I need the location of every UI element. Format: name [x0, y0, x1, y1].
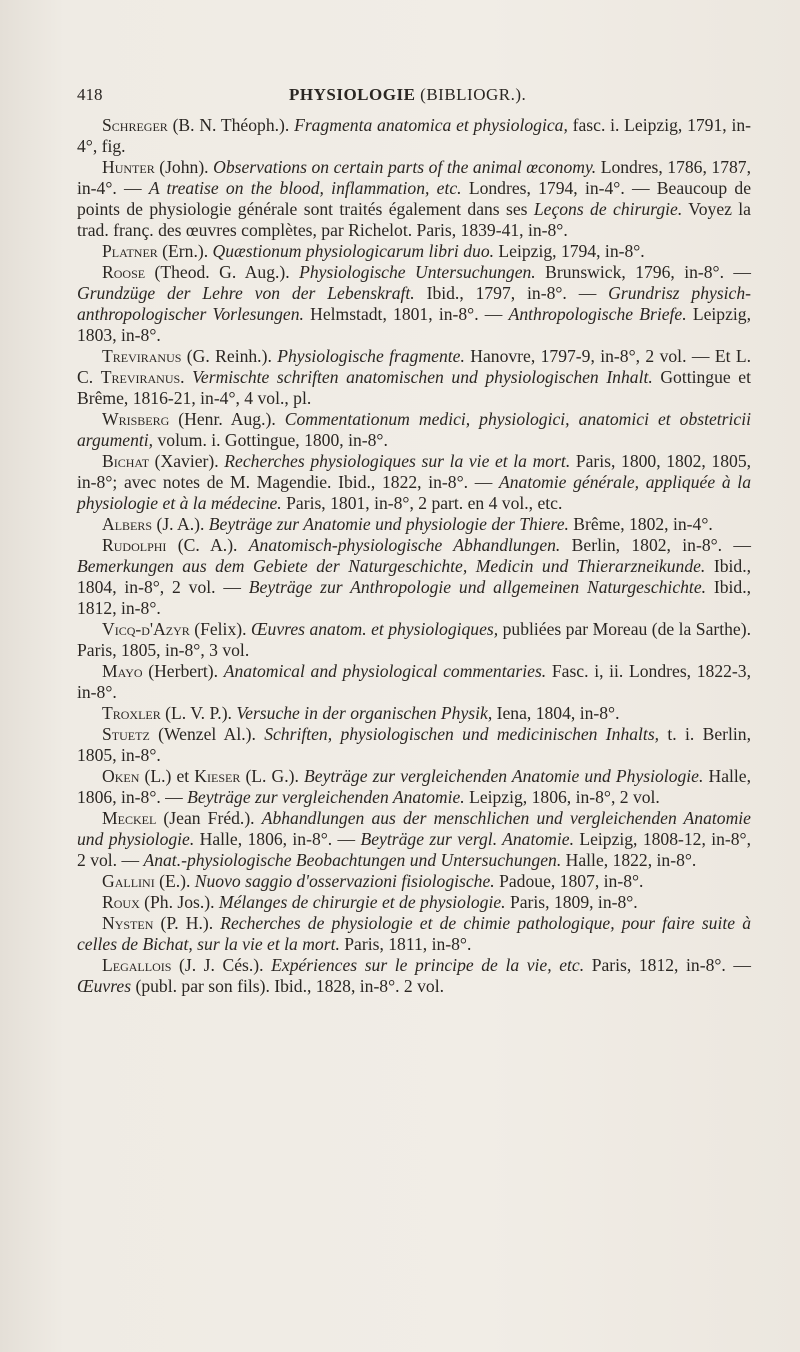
entry-details: Fasc. i, ii. Londres, 1822-3, in-8°. [77, 661, 751, 702]
entry-author-initials: (John). [154, 157, 214, 177]
entry-details: publiées par Moreau (de la Sarthe). Paris, 1805, in-8°, 3 vol. [77, 619, 751, 660]
entry-details: Halle, 1806, in-8°. — [194, 829, 361, 849]
bibliography-entry [77, 409, 751, 451]
entry-title: Œuvres [77, 976, 132, 996]
entry-details: Gottingue et Brême, 1816-21, in-4°, 4 vol., pl. [77, 367, 751, 408]
entry-title: Beyträge zur vergleichenden Anatomie. [187, 787, 465, 807]
bibliography-entry [77, 451, 751, 514]
entry-title: Recherches physiologiques sur la vie et la mort. [224, 451, 571, 471]
entry-author-initials: (B. N. Théoph.). [167, 115, 295, 135]
entry-author-initials: (Theod. G. Aug.). [145, 262, 300, 282]
entry-author: Troxler [102, 703, 161, 723]
entry-author-initials: (Jean Fréd.). [156, 808, 262, 828]
running-title-paren: (BIBLIOGR.). [420, 85, 527, 104]
entry-title: Recherches de physiologie et de chimie pathologique, pour faire suite à celles de Bichat, sur la vie et la mort. [77, 913, 751, 954]
entry-author: Roose [102, 262, 146, 282]
bibliography-entry [77, 871, 751, 892]
bibliography-entry [77, 535, 751, 619]
bibliography-entry [77, 955, 751, 997]
entry-details: Brême, 1802, in-4°. [568, 514, 713, 534]
entry-author: Rudolphi [102, 535, 167, 555]
entry-title: Anatomie générale, appliquée à la physiologie et à la médecine. [77, 472, 751, 513]
running-title [289, 85, 526, 105]
entry-author-initials: (L.) et [139, 766, 195, 786]
entry-details: Helmstadt, 1801, in-8°. — [303, 304, 509, 324]
entry-details: fasc. i. Leipzig, 1791, in-4°, fig. [77, 115, 751, 156]
entry-title: Œuvres anatom. et physiologiques, [250, 619, 499, 639]
entry-title: A treatise on the blood, inflammation, etc. [148, 178, 462, 198]
entry-author-initials: (Ern.). [157, 241, 213, 261]
bibliography-entry [77, 703, 751, 724]
bibliography-entry [77, 808, 751, 871]
entry-title: Grundrisz physich-anthropologischer Vorlesungen. [77, 283, 751, 324]
entry-details: Leipzig, 1794, in-8°. [494, 241, 645, 261]
entry-title: Physiologische Untersuchungen. [299, 262, 536, 282]
entry-author-initials: (Ph. Jos.). [139, 892, 219, 912]
entry-title: Observations on certain parts of the animal œconomy. [213, 157, 597, 177]
entry-title: Versuche in der organischen Physik, [236, 703, 493, 723]
bibliography-entry [77, 913, 751, 955]
entry-author-initials: (G. Reinh.). [181, 346, 278, 366]
entry-coauthor-initials: . [180, 367, 193, 387]
entry-details: Voyez la trad. franç. des œuvres complètes, par Richelot. Paris, 1839-41, in-8°. [77, 199, 751, 240]
entry-title: Expériences sur le principe de la vie, etc. [271, 955, 585, 975]
bibliography-entry [77, 262, 751, 346]
entry-author: Gallini [102, 871, 155, 891]
entry-author-initials: (J. J. Cés.). [171, 955, 272, 975]
entry-author: Albers [102, 514, 153, 534]
entry-details: Paris, 1811, in-8°. [339, 934, 472, 954]
entry-details: Leipzig, 1806, in-8°, 2 vol. [464, 787, 660, 807]
entry-title: Mélanges de chirurgie et de physiologie. [218, 892, 506, 912]
bibliography-entry [77, 241, 751, 262]
entry-title: Bemerkungen aus dem Gebiete der Naturgeschichte, Medicin und Thierarzneikunde. [77, 556, 706, 576]
entry-author: Hunter [102, 157, 155, 177]
entry-details: Hanovre, 1797-9, in-8°, 2 vol. — Et L. C. [77, 346, 751, 387]
bibliography-entry [77, 661, 751, 703]
page-header [77, 85, 747, 109]
bibliography-entry [77, 724, 751, 766]
entry-title: Anatomisch-physiologische Abhandlungen. [248, 535, 561, 555]
entry-coauthor: Treviranus [100, 367, 181, 387]
entry-title: Quæstionum physiologicarum libri duo. [212, 241, 495, 261]
entry-author-initials: (Felix). [189, 619, 251, 639]
entry-author-initials: (Xavier). [149, 451, 225, 471]
bibliography-entry [77, 619, 751, 661]
entry-author-initials: (J. A.). [152, 514, 209, 534]
entry-title: Abhandlungen aus der menschlichen und vergleichenden Anatomie und physiologie. [77, 808, 751, 849]
entry-details: Ibid., 1797, in-8°. — [414, 283, 609, 303]
entry-author: Schreger [102, 115, 168, 135]
entry-author-initials: (E.). [154, 871, 195, 891]
entry-details: Paris, 1800, 1802, 1805, in-8°; avec notes de M. Magendie. Ibid., 1822, in-8°. — [77, 451, 752, 492]
entry-title: Beyträge zur vergl. Anatomie. [360, 829, 574, 849]
entry-title: Schriften, physiologischen und medicinischen Inhalts, [264, 724, 660, 744]
entry-title: Vermischte schriften anatomischen und physiologischen Inhalt. [192, 367, 653, 387]
bibliography-entry [77, 766, 751, 808]
bibliography-entry [77, 514, 751, 535]
entry-title: Physiologische fragmente. [277, 346, 465, 366]
entry-author: Platner [102, 241, 158, 261]
entry-details: Londres, 1786, 1787, in-4°. — [77, 157, 751, 198]
entry-author-initials: (L. V. P.). [160, 703, 237, 723]
bibliography-entry [77, 892, 751, 913]
entry-author: Wrisberg [102, 409, 170, 429]
entry-author: Mayo [102, 661, 143, 681]
entry-author: Oken [102, 766, 140, 786]
entry-details: Ibid., 1812, in-8°. [77, 577, 751, 618]
entry-title: Nuovo saggio d'osservazioni fisiologische. [194, 871, 495, 891]
entry-author: Vicq-d'Azyr [102, 619, 190, 639]
running-title-main: PHYSIOLOGIE [289, 85, 416, 104]
entry-title: Grundzüge der Lehre von der Lebenskraft. [77, 283, 415, 303]
entry-author: Treviranus [102, 346, 182, 366]
entry-title: Anthropologische Briefe. [508, 304, 687, 324]
bibliography-entry [77, 157, 751, 241]
entry-details: t. i. Berlin, 1805, in-8°. [77, 724, 751, 765]
entry-title: Commentationum medici, physiologici, anatomici et obstetricii argumenti, [77, 409, 752, 450]
entry-author-initials: (Henr. Aug.). [169, 409, 285, 429]
entry-title: Beyträge zur Anatomie und physiologie der Thiere. [208, 514, 569, 534]
entry-details: (publ. par son fils). Ibid., 1828, in-8°. 2 vol. [131, 976, 445, 996]
entry-details: Padoue, 1807, in-8°. [494, 871, 644, 891]
entry-author-initials: (Herbert). [142, 661, 224, 681]
entry-author: Meckel [102, 808, 157, 828]
entry-author: Roux [102, 892, 140, 912]
entry-author: Nysten [102, 913, 154, 933]
bibliography-list [77, 115, 751, 997]
entry-title: Anat.-physiologische Beobachtungen und Untersuchungen. [143, 850, 562, 870]
entry-details: Brunswick, 1796, in-8°. — [535, 262, 752, 282]
entry-details: Halle, 1822, in-8°. [561, 850, 697, 870]
entry-details: Berlin, 1802, in-8°. — [560, 535, 751, 555]
entry-title: Beyträge zur Anthropologie und allgemeinen Naturgeschichte. [248, 577, 707, 597]
entry-details: Paris, 1809, in-8°. [505, 892, 638, 912]
bibliography-entry [77, 115, 751, 157]
page-number: 418 [77, 85, 103, 104]
entry-author: Bichat [102, 451, 150, 471]
bibliography-entry [77, 346, 751, 409]
entry-author-initials: (C. A.). [166, 535, 249, 555]
entry-title: Fragmenta anatomica et physiologica, [294, 115, 568, 135]
entry-details: Ibid., 1804, in-8°, 2 vol. — [77, 556, 751, 597]
entry-coauthor: Kieser [194, 766, 241, 786]
entry-title: Beyträge zur vergleichenden Anatomie und Physiologie. [304, 766, 704, 786]
entry-author-initials: (P. H.). [153, 913, 221, 933]
entry-author-initials: (Wenzel Al.). [149, 724, 265, 744]
entry-details: Leipzig, 1803, in-8°. [77, 304, 751, 345]
entry-author: Stuetz [102, 724, 150, 744]
entry-details: Paris, 1812, in-8°. — [584, 955, 751, 975]
entry-details: Iena, 1804, in-8°. [492, 703, 620, 723]
entry-details: Paris, 1801, in-8°, 2 part. en 4 vol., etc. [281, 493, 563, 513]
entry-details: Halle, 1806, in-8°. — [77, 766, 752, 807]
entry-author: Legallois [102, 955, 172, 975]
entry-coauthor-initials: (L. G.). [240, 766, 305, 786]
entry-title: Leçons de chirurgie. [533, 199, 683, 219]
entry-title: Anatomical and physiological commentaries. [223, 661, 547, 681]
entry-details: Leipzig, 1808-12, in-8°, 2 vol. — [77, 829, 751, 870]
entry-details: Londres, 1794, in-4°. — Beaucoup de points de physiologie générale sont traités également dans ses [77, 178, 751, 219]
entry-details: volum. i. Gottingue, 1800, in-8°. [153, 430, 388, 450]
